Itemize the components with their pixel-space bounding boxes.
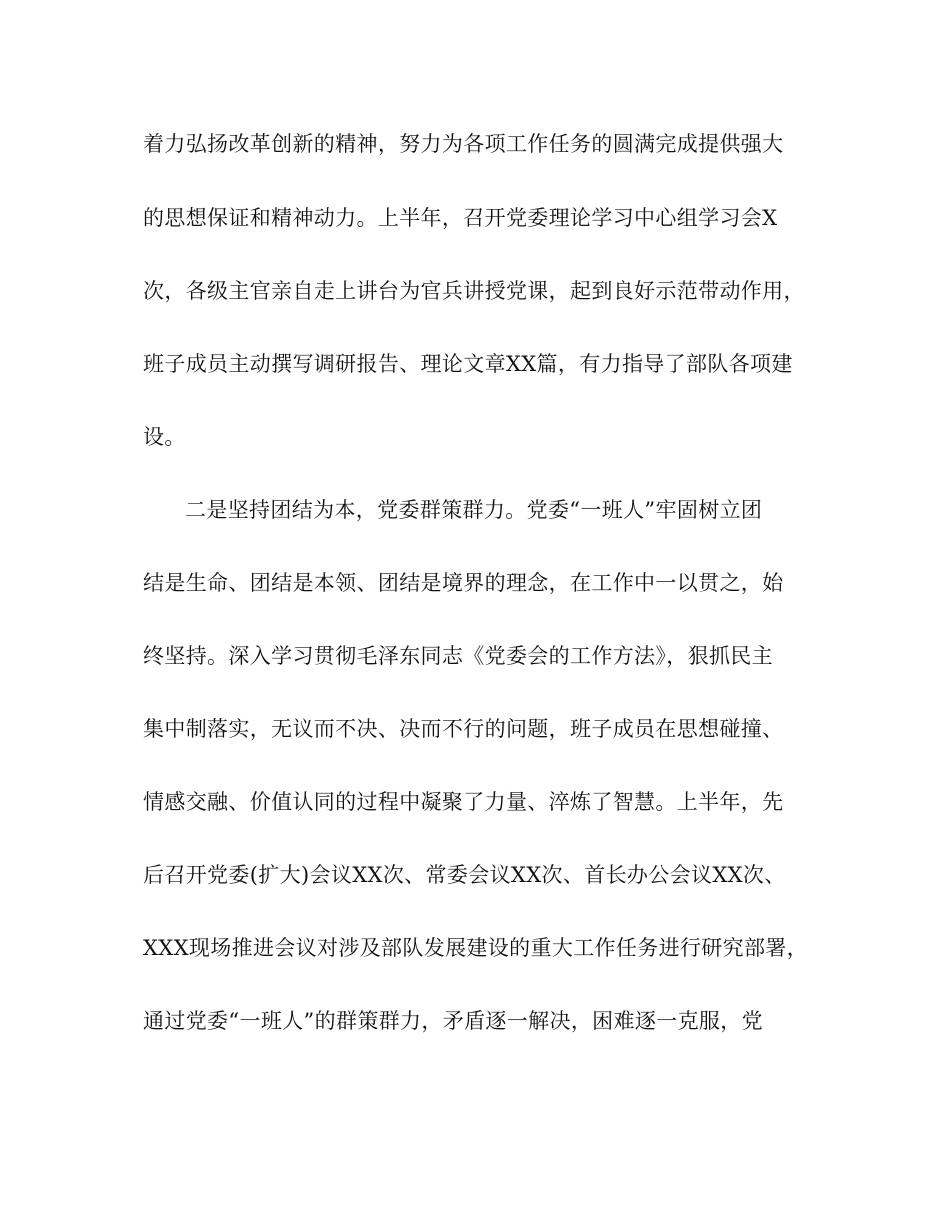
text-line: 后召开党委(扩大)会议XX次、常委会议XX次、首长办公会议XX次、 [143,863,786,887]
text-line: 的思想保证和精神动力。上半年，召开党委理论学习中心组学习会X [143,206,778,230]
text-line: XXX现场推进会议对涉及部队发展建设的重大工作任务进行研究部署， [143,936,809,960]
text-line: 结是生命、团结是本领、团结是境界的理念，在工作中一以贯之，始 [143,571,784,595]
text-line: 次，各级主官亲自走上讲台为官兵讲授党课，起到良好示范带动作用， [143,279,805,303]
text-line: 着力弘扬改革创新的精神，努力为各项工作任务的圆满完成提供强大 [143,132,784,156]
text-line: 通过党委“一班人”的群策群力，矛盾逐一解决，困难逐一克服，党 [143,1009,763,1033]
text-line: 设。 [143,425,186,449]
text-line: 集中制落实，无议而不决、决而不行的问题，班子成员在思想碰撞、 [143,717,784,741]
text-line: 终坚持。深入学习贯彻毛泽东同志《党委会的工作方法》，狠抓民主 [143,644,773,668]
text-line: 二是坚持团结为本，党委群策群力。党委“一班人”牢固树立团 [185,498,763,522]
text-line: 班子成员主动撰写调研报告、理论文章XX篇，有力指导了部队各项建 [143,352,793,376]
text-line: 情感交融、价值认同的过程中凝聚了力量、淬炼了智慧。上半年，先 [143,790,784,814]
